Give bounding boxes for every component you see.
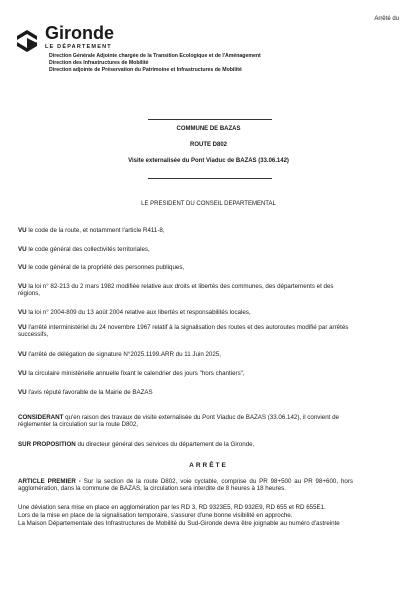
vu-item: VU la loi n° 2004-809 du 13 août 2004 relative aux libertés et responsabilités locales, <box>18 309 251 316</box>
vu-item: VU la circulaire ministérielle annuelle fixant le calendrier des jours "hors chantiers", <box>18 370 245 377</box>
title-bottom-rule <box>148 178 272 179</box>
vu-item: VU la loi n° 82-213 du 2 mars 1982 modifiée relative aux droits et libertés des communes, des départements et des régions, <box>18 283 334 298</box>
article-premier: ARTICLE PREMIER - Sur la section de la route D802, voie cyclable, comprise du PR 98+500 au PR 98+600, hors agglomération, dans la commune de BAZAS, la circulation sera interdite de 8 heures à 18 heures. <box>18 478 353 493</box>
route-title: ROUTE D802 <box>189 142 227 148</box>
subject-title: Visite externalisée du Pont Viaduc de BAZAS (33.06.142) <box>128 158 289 164</box>
direction-line-1: Direction Générale Adjointe chargée de la Transition Ecologique et de l'Aménagement <box>49 53 261 59</box>
maison-paragraph: La Maison Départementale des Infrastructures de Mobilité du Sud-Gironde devra être joignable au numéro d'astreinte <box>18 520 340 527</box>
title-top-rule <box>148 119 272 120</box>
vu-item: VU l'arrêté de délégation de signature N°2025.1199.ARR du 11 Juin 2025, <box>18 351 221 358</box>
deviation-paragraph: Une déviation sera mise en place en agglomération par les RD 3, RD 9323E5, RD 932E9, RD 655 et RD 655E1. <box>18 504 326 511</box>
commune-title: COMMUNE DE BAZAS <box>176 126 241 132</box>
logo-name: Gironde <box>45 23 115 43</box>
signalisation-paragraph: Lors de la mise en place de la signalisation temporaire, s'assurer d'une bonne visibilité en approche. <box>18 512 293 519</box>
vu-item: VU le code général des collectivités territoriales, <box>18 246 150 253</box>
vu-item: VU le code de la route, et notamment l'article R411-8, <box>18 227 165 234</box>
doc-reference: Arrêté du <box>374 16 399 22</box>
considerant-paragraph: CONSIDERANT qu'en raison des travaux de visite externalisée du Pont Viaduc de BAZAS (33.06.142), il convient de réglementer la circulation sur la route D802, <box>18 414 339 429</box>
vu-item: VU l'arrêté interministériel du 24 novembre 1967 relatif à la signalisation des routes et des autoroutes modifié par arrêtés successifs, <box>18 324 349 339</box>
gironde-logo-mark <box>14 27 40 53</box>
president-heading: LE PRESIDENT DU CONSEIL DEPARTEMENTAL <box>141 201 276 207</box>
logo-subtitle: LE DÉPARTEMENT <box>45 44 112 50</box>
vu-item: VU le code général de la propriété des personnes publiques, <box>18 264 185 271</box>
arrete-heading: ARRÊTE <box>189 462 228 469</box>
vu-item: VU l'avis réputé favorable de la Mairie de BAZAS <box>18 389 153 396</box>
direction-line-3: Direction adjointe de Préservation du Patrimoine et Infrastructures de Mobilité <box>49 67 242 73</box>
proposition-paragraph: SUR PROPOSITION du directeur général des services du département de la Gironde, <box>18 441 255 448</box>
direction-line-2: Direction des Infrastructures de Mobilité <box>49 60 149 66</box>
